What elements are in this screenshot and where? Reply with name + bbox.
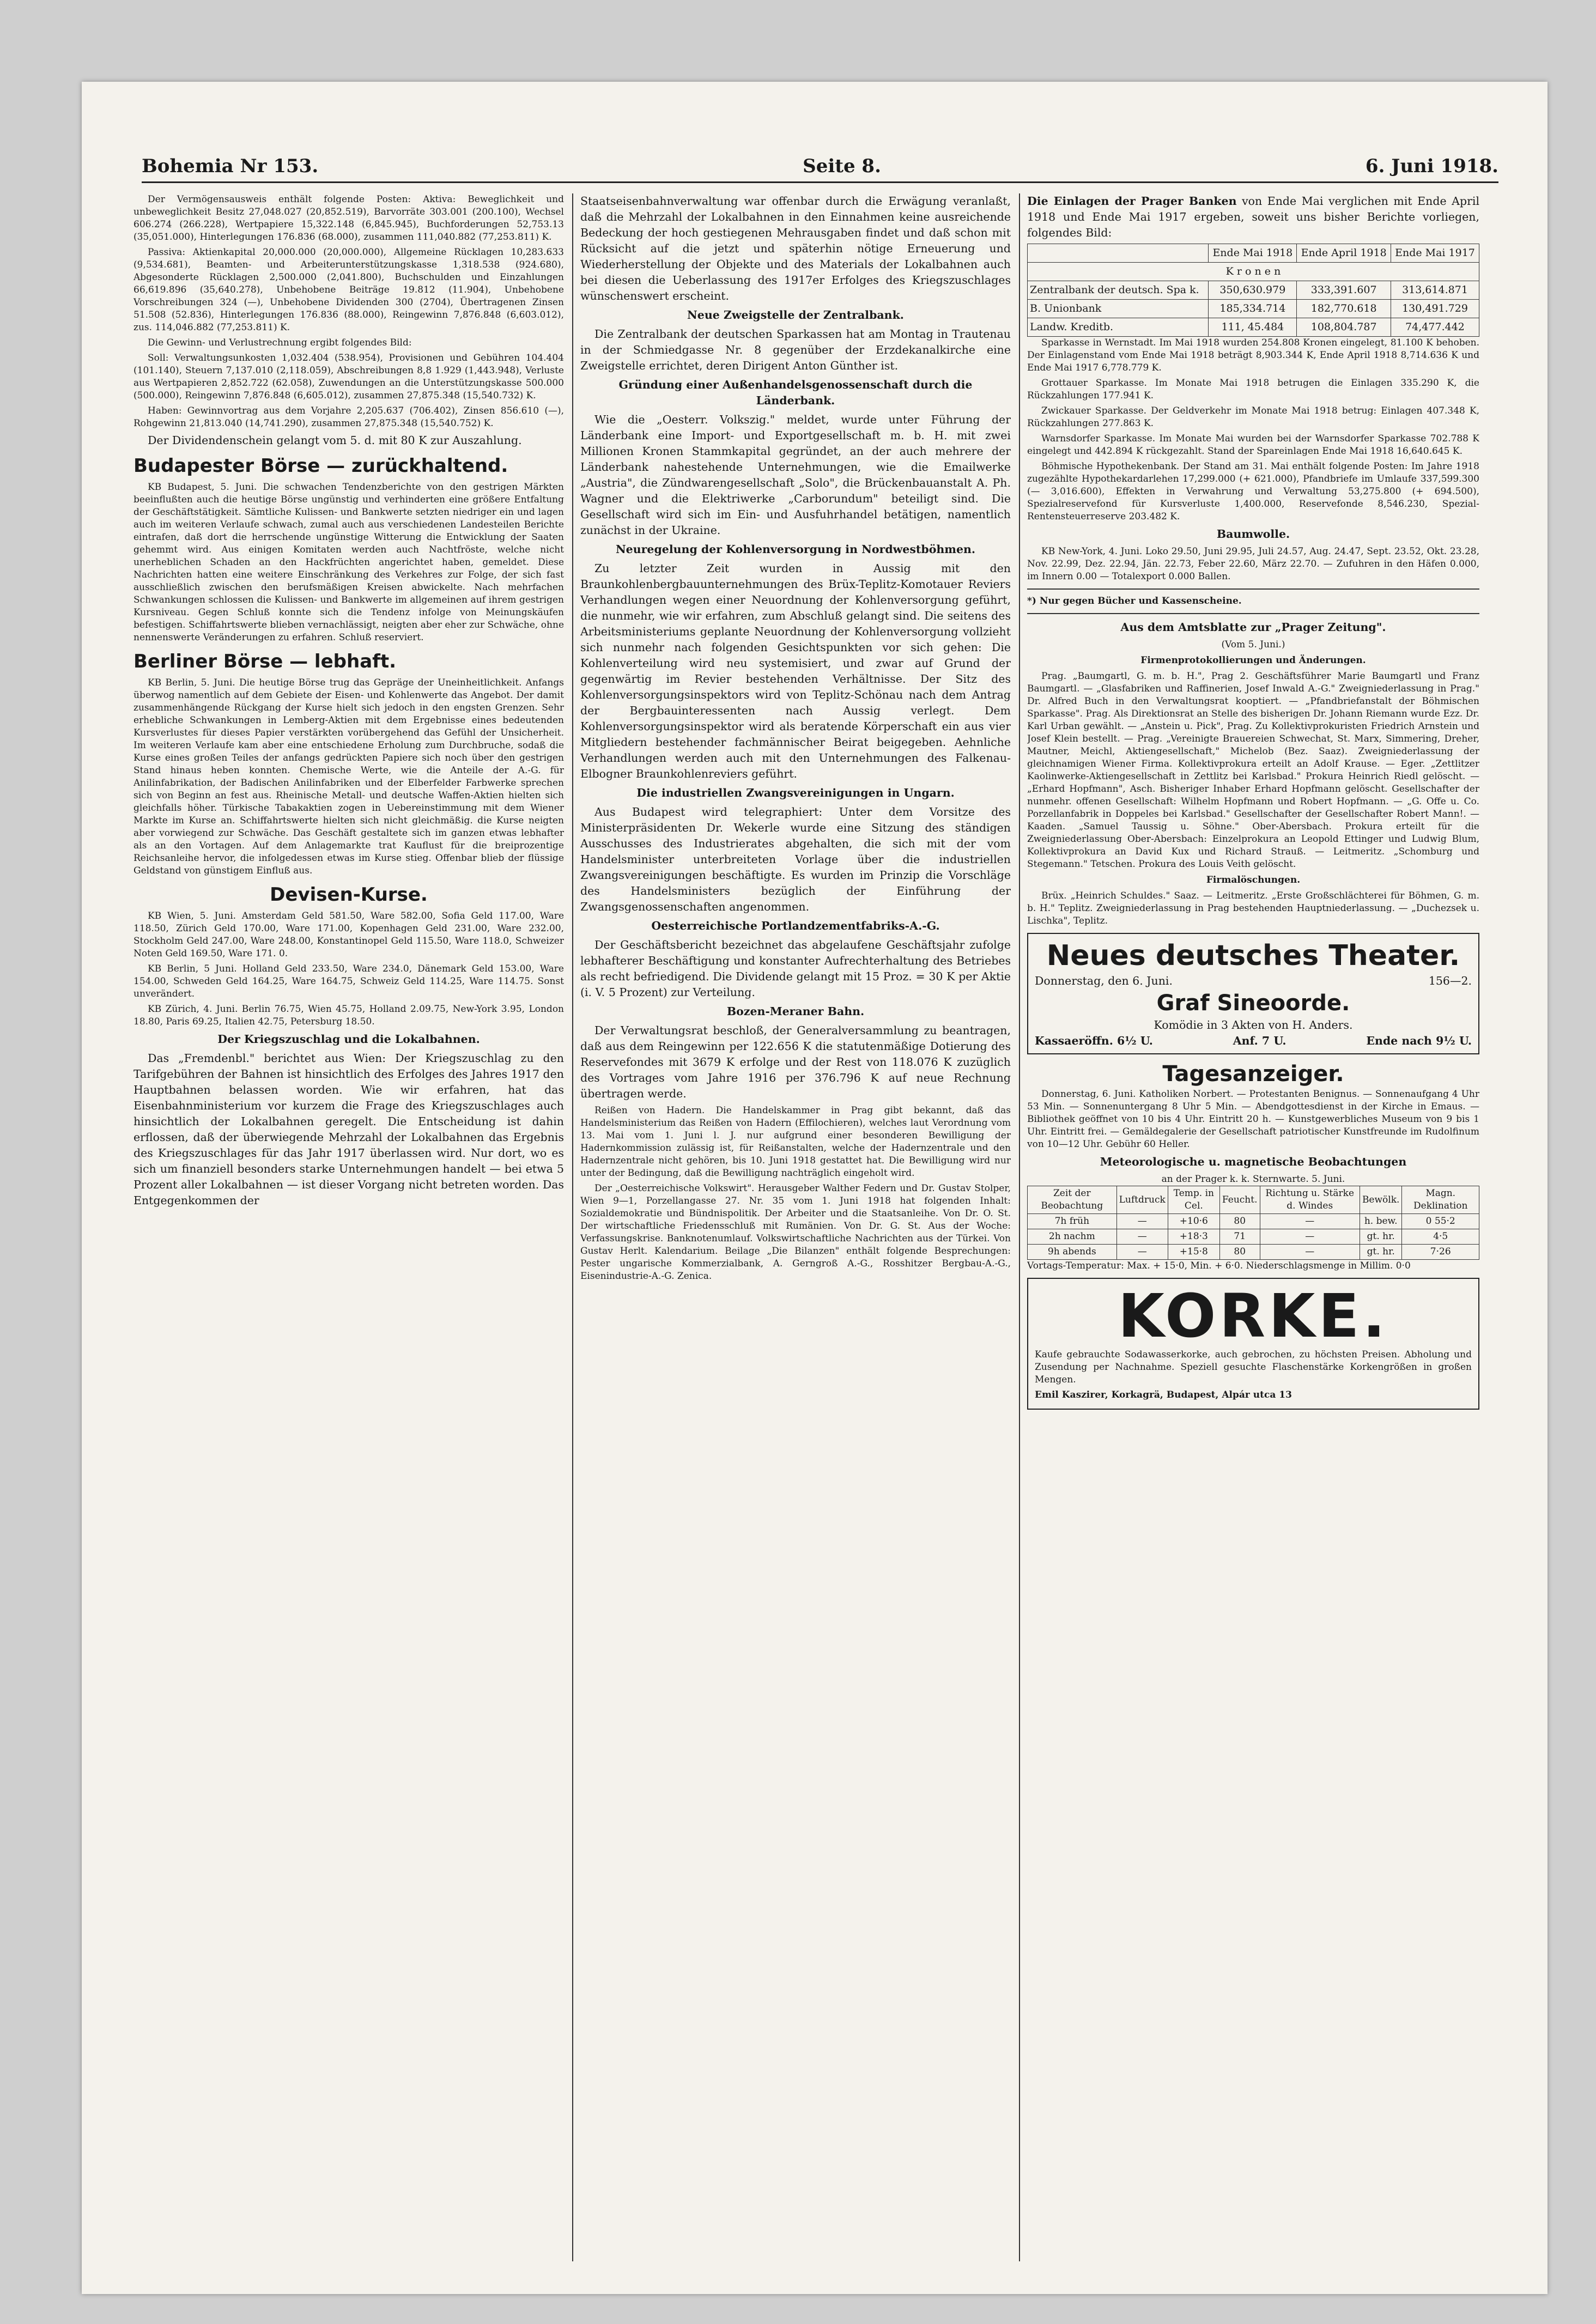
- table-cell: —: [1260, 1245, 1360, 1260]
- table-cell: gt. hr.: [1360, 1229, 1401, 1245]
- section-heading: Meteorologische u. magnetische Beobachtungen: [1100, 1155, 1407, 1168]
- table-cell: +10·6: [1168, 1214, 1219, 1229]
- column-rule: [1019, 193, 1020, 2261]
- ad-number: 156—2.: [1428, 974, 1472, 987]
- table-cell: 80: [1219, 1214, 1260, 1229]
- article-heading: Aus dem Amtsblatte zur „Prager Zeitung".: [1120, 621, 1386, 634]
- table-cell: 0 55·2: [1402, 1214, 1479, 1229]
- column-2: [580, 193, 1011, 2261]
- bank-deposits-table: [1027, 244, 1479, 337]
- article-text: Passiva: Aktienkapital 20,000.000 (20,000.000), Allgemeine Rücklagen 10,283.633 (9,534.681), Beamten- und Arbeiterunterstützungskasse 1,318.538 (924.680), Abgesonderte Rücklagen 2,500.000 (2,041.800), Buchschulden und Einzahlungen 66,619.896 (35,640.278), Unbehobene Beiträge 19.812 (11.904), Unbehobene Vorschreibungen 324 (—), Unbehobene Dividenden 300 (2704), Übertragenen Zinsen 51.508 (52.836), Hinterlegungen 176.836 (88.000), Reingewinn 7,876.848 (6,603.012), zus. 114,046.882 (77,253.811) K.: [133, 247, 564, 333]
- table-row: [1028, 318, 1479, 337]
- article-text: Der Dividendenschein gelangt vom 5. d. mit 80 K zur Auszahlung.: [148, 434, 522, 447]
- article-text: Der „Oesterreichische Volkswirt". Herausgeber Walther Federn und Dr. Gustav Stolper, Wien 9—1, Porzellangasse 27. Nr. 35 vom 1. Juni 1918 hat folgenden Inhalt: Sozialdemokratie und Bündnispolitik. Der Arbeiter und die Staatsanleihe. Von Dr. O. St. Der wirtschaftliche Friedensschluß mit Rumänien. Von Dr. G. St. Aus der Woche: Verfassungskrise. Banknotenumlauf. Volkswirtschaftliche Nachrichten aus der Türkei. Von Gustav Herlt. Kalendarium. Beilage „Die Bilanzen" enthält folgende Besprechungen: Pester ungarische Kommerzialbank, A. Gerngroß A.-G., Rosshitzer Bergbau-A.-G., Eisenindustrie-A.-G. Zenica.: [580, 1183, 1011, 1282]
- theater-advertisement: [1027, 933, 1479, 1054]
- article-heading: Budapester Börse — zurückhaltend.: [133, 455, 508, 477]
- article-heading: Firmenprotokollierungen und Änderungen.: [1140, 655, 1366, 666]
- table-cell: 130,491.729: [1391, 300, 1479, 318]
- table-header-cell: Zeit der Beobachtung: [1028, 1186, 1117, 1214]
- article-text: Donnerstag, 6. Juni. Katholiken Norbert. — Protestanten Benignus. — Sonnenaufgang 4 Uhr 53 Min. — Sonnenuntergang 8 Uhr 5 Min. — Abendgottesdienst in der Kirche in Emaus. — Bibliothek geöffnet von 10 bis 4 Uhr. Eintritt 20 h. — Kunstgewerbliches Museum von 9 bis 1 Uhr. Eintritt frei. — Gemäldegalerie der Gesellschaft patriotischer Kunstfreunde im Rudolfinum von 10—12 Uhr. Gebühr 60 Heller.: [1027, 1089, 1479, 1150]
- table-header-cell: Luftdruck: [1116, 1186, 1168, 1214]
- table-header-cell: Magn. Deklination: [1402, 1186, 1479, 1214]
- table-row: [1028, 1229, 1479, 1245]
- article-heading: Neue Zweigstelle der Zentralbank.: [687, 308, 904, 321]
- table-header-cell: Ende April 1918: [1297, 244, 1391, 263]
- article-text: Aus Budapest wird telegraphiert: Unter dem Vorsitze des Ministerpräsidenten Dr. Wekerle wurde eine Sitzung des ständigen Ausschusses des Industrierates abgehalten, die sich mit der vom Handelsminister unterbreiteten Vorlage über die industriellen Zwangsvereinigungen beschäftigte. Es wurden im Prinzip die Vorschläge des Handelsministers bezüglich der Einführung der Zwangsgenossenschaften angenommen.: [580, 805, 1011, 913]
- table-cell: 111, 45.484: [1209, 318, 1297, 337]
- header-paper-name: Bohemia Nr 153.: [142, 155, 319, 177]
- table-cell: 182,770.618: [1297, 300, 1391, 318]
- weather-footnote: Vortags-Temperatur: Max. + 15·0, Min. + 6·0. Niederschlagsmenge in Millim. 0·0: [1027, 1260, 1411, 1271]
- table-cell: 7h früh: [1028, 1214, 1117, 1229]
- article-heading: Devisen-Kurse.: [270, 884, 428, 906]
- article-text: Reißen von Hadern. Die Handelskammer in Prag gibt bekannt, daß das Handelsministerium das Reißen von Hadern (Effilochieren), welches laut Verordnung vom 13. Mai vom 1. Juni l. J. nur aufgrund einer besonderen Bewilligung der Hadernkommission zulässig ist, für Reißanstalten, welche der Hadernzentrale und den Hadernzentrale nicht gehören, bis 10. Juni 1918 gestattet hat. Die Bewilligung wird nur unter der Bedingung, daß die Bewilligung nachträglich eingeholt wird.: [580, 1105, 1011, 1179]
- ad-play-subtitle: Komödie in 3 Akten von H. Anders.: [1154, 1018, 1353, 1031]
- divider: [1027, 613, 1479, 614]
- header-page-number: Seite 8.: [803, 155, 881, 177]
- table-cell: h. bew.: [1360, 1214, 1401, 1229]
- article-text: Zwickauer Sparkasse. Der Geldverkehr im Monate Mai 1918 betrug: Einlagen 407.348 K, Rückzahlungen 277.863 K.: [1027, 405, 1479, 429]
- table-cell: 74,477.442: [1391, 318, 1479, 337]
- table-cell: B. Unionbank: [1028, 300, 1209, 318]
- article-text: Die Gewinn- und Verlustrechnung ergibt folgendes Bild:: [148, 337, 412, 348]
- table-cell: —: [1116, 1245, 1168, 1260]
- article-text: Prag. „Baumgartl, G. m. b. H.", Prag 2. Geschäftsführer Marie Baumgartl und Franz Baumgartl. — „Glasfabriken und Raffinerien, Josef Inwald A.-G." Zweigniederlassung in Prag." Dr. Alfred Buch in den Verwaltungsrat kooptiert. — „Pfandbriefanstalt der Böhmischen Sparkasse". Prag. Als Direktionsrat an Stelle des bisherigen Dr. Johann Riemann wurde Ezz. Dr. Karl Urban gewählt. — „Anstein u. Pick", Prag. Zu Kollektivprokuristen Friedrich Arnstein und Josef Klein bestellt. — Prag. „Vereinigte Brauereien Schwechat, St. Marx, Simmering, Dreher, Mautner, Meichl, Aktiengesellschaft," Michelob (Bez. Saaz). Zweigniederlassung der gleichnamigen Wiener Firma. Kollektivprokura erteilt an Adolf Krause. — Eger. „Zettlitzer Kaolinwerke-Aktiengesellschaft in Zettlitz bei Karlsbad." Prokura Heinrich Riedl gelöscht. — „Erhard Hopfmann", Asch. Bisheriger Inhaber Erhard Hopfmann gelöscht. Gesellschafter der nunmehr. offenen Gesellschaft: Wilhelm Hopfmann und Robert Hopfmann. — „G. Offe u. Co. Porzellanfabrik in Doppeles bei Karlsbad." Gesellschafter der Gesellschafter Robert Mann!. — Kaaden. „Samuel Taussig u. Söhne." Ober-Abersbach. Prokura erteilt für die Zweigniederlassung Ober-Abersbach: Einzelprokura an Leopold Ettinger und Ludwig Blum, Kollektivprokura an David Kux und Richard Strauß. — Leitmeritz. „Schomburg und Stegemann." Tetschen. Prokura des Louis Veith gelöscht.: [1027, 671, 1479, 870]
- table-cell: —: [1260, 1229, 1360, 1245]
- article-text: KB Berlin, 5 Juni. Holland Geld 233.50, Ware 234.0, Dänemark Geld 153.00, Ware 154.00, Schweden Geld 164.25, Ware 164.75, Schweiz Geld 114.25, Ware 114.75. Sonst unverändert.: [133, 963, 564, 999]
- table-header-cell: Ende Mai 1918: [1209, 244, 1297, 263]
- table-row: [1028, 1214, 1479, 1229]
- article-heading: Neuregelung der Kohlenversorgung in Nordwestböhmen.: [615, 543, 976, 556]
- running-header: [142, 155, 1498, 183]
- table-header-cell: Temp. in Cel.: [1168, 1186, 1219, 1214]
- table-cell: +18·3: [1168, 1229, 1219, 1245]
- table-cell: —: [1116, 1214, 1168, 1229]
- korke-advertisement: [1027, 1278, 1479, 1410]
- table-header-cell: Richtung u. Stärke d. Windes: [1260, 1186, 1360, 1214]
- article-text: KB Berlin, 5. Juni. Die heutige Börse trug das Gepräge der Uneinheitlichkeit. Anfangs überwog namentlich auf dem Gebiete der Eisen- und Kohlenwerte das Angebot. Der damit zusammenhängende Rückgang der Kurse hielt sich jedoch in den engsten Grenzen. Sehr erhebliche Schwankungen in Lemberg-Aktien mit dem Ergebnisse eines bedeutenden Kursverlustes für dieses Papier verstärkten vorübergehend das Gefühl der Unsicherheit. Im weiteren Verlaufe kam aber eine entschiedene Erholung zum Durchbruche, sodaß die Kurse eines großen Teiles der anfangs gedrückten Papiere sich noch über den gestrigen Stand hinaus heben konnten. Chemische Werte, wie die Anteile der A.-G. für Anilinfabrikation, der Badischen Anilinfabriken und der Elberfelder Farbwerke sprechen sich von Beginn an fest aus. Rheinische Metall- und deutsche Waffen-Aktien hielten sich gleichfalls höher. Türkische Tabakaktien zogen in Uebereinstimmung mit dem Wiener Markte im Kurse an. Schiffahrtswerte hielten sich nicht gleichmäßig. die Kurse neigten aber vorwiegend zur Schwäche. Das Geschäft gestaltete sich im ganzen etwas lebhafter als an den Vortagen. Auf dem Anlagemarkte trat Kauflust für die breiprozentige Reichsanleihe hervor, die infolgedessen etwas im Kurse stieg. Offenbar blieb der flüssige Geldstand von günstigem Einfluß aus.: [133, 677, 564, 876]
- table-cell: —: [1260, 1214, 1360, 1229]
- table-cell: 80: [1219, 1245, 1260, 1260]
- ad-start: Anf. 7 U.: [1233, 1034, 1286, 1047]
- column-3: [1027, 193, 1479, 2261]
- section-subheading: an der Prager k. k. Sternwarte. 5. Juni.: [1161, 1174, 1345, 1185]
- table-header-cell: Feucht.: [1219, 1186, 1260, 1214]
- ad-title: Neues deutsches Theater.: [1046, 939, 1460, 972]
- column-1: [133, 193, 564, 2261]
- table-cell: 108,804.787: [1297, 318, 1391, 337]
- article-text: Der Geschäftsbericht bezeichnet das abgelaufene Geschäftsjahr zufolge lebhafterer Beschäftigung und konstanter Aufrechterhaltung des Betriebes als recht befriedigend. Die Dividende gelangt mit 15 Proz. = 30 K per Aktie (i. V. 5 Prozent) zur Verteilung.: [580, 938, 1011, 999]
- article-text: Der Verwaltungsrat beschloß, der Generalversammlung zu beantragen, daß aus dem Reingewinn per 122.656 K die statutenmäßige Dotierung des Reservefondes mit 3679 K erfolge und der Rest von 118.076 K zuzüglich des Vortrages vom Jahre 1916 per 376.796 K auf neue Rechnung übertragen werde.: [580, 1024, 1011, 1100]
- column-rule: [572, 193, 573, 2261]
- table-cell: 7·26: [1402, 1245, 1479, 1260]
- table-header-cell: Bewölk.: [1360, 1186, 1401, 1214]
- article-text: Staatseisenbahnverwaltung war offenbar durch die Erwägung veranlaßt, daß die Mehrzahl der Lokalbahnen in den Einnahmen keine ausreichende Bedeckung der hoch gestiegenen Mehrausgaben findet und daß schon mit Rücksicht auf die jetzt und späterhin nötige Erneuerung und Wiederherstellung der Objekte und des Materials der Lokalbahnen auch bei diesen die Ueberlassung des 1917er Erfolges des Kriegszuschlages wünschenswert erscheint.: [580, 195, 1011, 302]
- table-cell: 333,391.607: [1297, 281, 1391, 300]
- article-text: Wie die „Oesterr. Volkszig." meldet, wurde unter Führung der Länderbank eine Import- und Exportgesellschaft m. b. H. mit zwei Millionen Kronen Stammkapital gegründet, an der auch mehrere der Länderbank nahestehende Unternehmungen, wie die Emailwerke „Austria", die Zündwarengesellschaft „Solo", die Brückenbauanstalt A. Ph. Wagner und die Elektriwerke „Carborundum" beteiligt sind. Die Gesellschaft wird sich im Ein- und Ausfuhrhandel betätigen, namentlich zunächst in der Ukraine.: [580, 413, 1011, 537]
- ad-contact: Emil Kaszirer, Korkagrä, Budapest, Alpár utca 13: [1035, 1389, 1292, 1400]
- article-text: KB Wien, 5. Juni. Amsterdam Geld 581.50, Ware 582.00, Sofia Geld 117.00, Ware 118.50, Zürich Geld 170.00, Ware 171.00, Kopenhagen Geld 231.00, Ware 232.00, Stockholm Geld 247.00, Ware 248.00, Konstantinopel Geld 115.50, Ware 118.0, Schweizer Noten Geld 169.50, Ware 171. 0.: [133, 911, 564, 959]
- article-text: Haben: Gewinnvortrag aus dem Vorjahre 2,205.637 (706.402), Zinsen 856.610 (—), Rohgewinn 21,813.040 (14,741.290), zusammen 27,875.348 (15,540.752) K.: [133, 405, 564, 429]
- ad-end: Ende nach 9½ U.: [1366, 1034, 1472, 1047]
- table-cell: Zentralbank der deutsch. Spa k.: [1028, 281, 1209, 300]
- article-text: Sparkasse in Wernstadt. Im Mai 1918 wurden 254.808 Kronen eingelegt, 81.100 K behoben. Der Einlagenstand vom Ende Mai 1918 beträgt 8,903.344 K, Ende April 1918 8,714.636 K und Ende Mai 1917 6,778.779 K.: [1027, 337, 1479, 373]
- table-header-cell: Ende Mai 1917: [1391, 244, 1479, 263]
- table-cell: 4·5: [1402, 1229, 1479, 1245]
- ad-date: Donnerstag, den 6. Juni.: [1035, 974, 1173, 987]
- article-text: Zu letzter Zeit wurden in Aussig mit den Braunkohlenbergbauunternehmungen des Brüx-Teplitz-Komotauer Reviers Verhandlungen wegen einer Neuordnung der Kohlenversorgung geführt, die nunmehr, wie wir erfahren, zum Abschluß gelangt sind. Die seitens des Arbeitsministeriums geplante Neuordnung der Kohlenversorgung vollzieht sich nunmehr nach folgenden Gesichtspunkten vor sich gehen: Die Kohlenverteilung wird neu systemisiert, und zwar auf Grund der gegenwärtig im Revier bestehenden Verhältnisse. Der Sitz des Kohlenversorgungsinspektors wird von Teplitz-Schönau nach dem Antrag der Bergbauinteressenten nach Aussig verlegt. Dem Kohlenversorgungsinspektor wird als beratende Körperschaft ein aus vier Mitgliedern bestehender fachmännischer Beirat beigegeben. Aehnliche Verhandlungen werden auch mit den Unternehmungen des Falkenau-Elbogner Braunkohlenreviers geführt.: [580, 562, 1011, 780]
- table-cell: 9h abends: [1028, 1245, 1117, 1260]
- newspaper-page: [82, 82, 1548, 2294]
- table-unit-row: K r o n e n: [1028, 263, 1479, 281]
- table-cell: 71: [1219, 1229, 1260, 1245]
- table-cell: gt. hr.: [1360, 1245, 1401, 1260]
- article-subheading: (Vom 5. Juni.): [1221, 639, 1285, 650]
- article-text: Das „Fremdenbl." berichtet aus Wien: Der Kriegszuschlag zu den Tarifgebühren der Bahnen ist hinsichtlich des Erfolges des Jahres 1917 den Hauptbahnen belassen worden. Wie wir erfahren, hat das Eisenbahnministerium vor kurzem die Frage des Kriegszuschlages auch hinsichtlich der Lokalbahnen geregelt. Die Entscheidung ist dahin erflossen, daß der überwiegende Mehrzahl der Lokalbahnen das Ergebnis des Kriegszuschlages für das Jahr 1917 überlassen wird. Nur dort, wo es sich um finanziell besonders starke Unternehmungen handelt — bei etwa 5 Prozent aller Lokalbahnen — ist dieser Vorgang nicht betreten worden. Das Entgegenkommen der: [133, 1052, 564, 1207]
- article-heading: Gründung einer Außenhandelsgenossenschaft durch die Länderbank.: [618, 378, 973, 407]
- table-cell: 313,614.871: [1391, 281, 1479, 300]
- article-heading: Berliner Börse — lebhaft.: [133, 651, 397, 672]
- table-cell: 185,334.714: [1209, 300, 1297, 318]
- table-cell: Landw. Kreditb.: [1028, 318, 1209, 337]
- article-text: KB Zürich, 4. Juni. Berlin 76.75, Wien 45.75, Holland 2.09.75, New-York 3.95, London 18.80, Paris 69.25, Italien 42.75, Petersburg 18.50.: [133, 1004, 564, 1027]
- table-row: [1028, 300, 1479, 318]
- article-heading: Die industriellen Zwangsvereinigungen in Ungarn.: [636, 786, 955, 799]
- article-text: Soll: Verwaltungsunkosten 1,032.404 (538.954), Provisionen und Gebühren 104.404 (101.140), Steuern 7,137.010 (2,118.059), Abschreibungen 8,8 1.929 (1,443.948), Verluste aus Wertpapieren 2,852.722 (62.058), Zuwendungen an die Unterstützungskasse 500.000 (500.000), Reingewinn 7,876.848 (6,605.012), zusammen 27,875.348 (15,540.732) K.: [133, 353, 564, 401]
- weather-table: [1027, 1186, 1479, 1260]
- article-text: KB New-York, 4. Juni. Loko 29.50, Juni 29.95, Juli 24.57, Aug. 24.47, Sept. 23.52, Okt. 23.28, Nov. 22.99, Dez. 22.94, Jän. 22.73, Feber 22.60, März 22.70. — Zufuhren in den Häfen 0.000, im Innern 0.00 — Totalexport 0.000 Ballen.: [1027, 546, 1479, 582]
- table-cell: 2h nachm: [1028, 1229, 1117, 1245]
- header-date: 6. Juni 1918.: [1365, 155, 1498, 177]
- article-text: KB Budapest, 5. Juni. Die schwachen Tendenzberichte von den gestrigen Märkten beeinflußten auch die heutige Börse ungünstig und verhinderten eine größere Entfaltung der Geschäftstätigkeit. Sämtliche Kulissen- und Bankwerte setzten niedriger ein und lagen auch im weiteren Verlaufe schwach, zumal auch aus verschiedenen Landesteilen Berichte eintrafen, daß dort die herrschende ungünstige Witterung die Entwicklung der Saaten gehemmt wird. Aus einigen Komitaten werden auch Nachtfröste, welche nicht unerheblichen Schaden an den Hackfrüchten angerichtet haben, gemeldet. Diese Nachrichten hatten eine weitere Einschränkung des Verkehres zur Folge, der sich fast ausschließlich zwischen den berufsmäßigen Kreisen abwickelte. Nach mehrfachen Schwankungen schlossen die Kulissen- und Bankwerte im allgemeinen auf ihrem gestrigen Kursniveau. Gegen Schluß konnte sich die Tendenz infolge von Meinungskäufen befestigen. Schiffahrtswerte blieben vernachlässigt, neigten aber eher zur Schwäche, ohne nennenswerte Veränderungen zu erfahren. Schluß reserviert.: [133, 482, 564, 643]
- article-heading: Die Einlagen der Prager Banken: [1027, 195, 1237, 208]
- table-cell: —: [1116, 1229, 1168, 1245]
- ad-text: Kaufe gebrauchte Sodawasserkorke, auch gebrochen, zu höchsten Preisen. Abholung und Zusendung per Nachnahme. Speziell gesuchte Flaschenstärke Korkengrößen in großen Mengen.: [1035, 1349, 1472, 1385]
- table-row: [1028, 1245, 1479, 1260]
- article-heading: Der Kriegszuschlag und die Lokalbahnen.: [217, 1033, 480, 1046]
- article-text: Der Vermögensausweis enthält folgende Posten: Aktiva: Beweglichkeit und unbeweglichkeit Besitz 27,048.027 (20,852.519), Barvorräte 303.001 (200.100), Wechsel 606.274 (266.228), Wertpapiere 15,322.148 (6,845.945), Buchforderungen 52,753.13 (35,051.000), Hinterlegungen 176.836 (68.000), zusammen 111,040.882 (77,253.811) K.: [133, 194, 564, 242]
- article-heading: Oesterreichische Portlandzementfabriks-A.-G.: [651, 919, 940, 932]
- article-text: Grottauer Sparkasse. Im Monate Mai 1918 betrugen die Einlagen 335.290 K, die Rückzahlungen 177.941 K.: [1027, 378, 1479, 401]
- table-header-cell: [1028, 244, 1209, 263]
- article-heading: Bozen-Meraner Bahn.: [726, 1005, 865, 1018]
- article-text: Die Zentralbank der deutschen Sparkassen hat am Montag in Trautenau in der Schmiedgasse Nr. 8 gegenüber der Erzdekanalkirche eine Zweigstelle errichtet, deren Dirigent Anton Günther ist.: [580, 327, 1011, 372]
- footnote: *) Nur gegen Bücher und Kassenscheine.: [1027, 596, 1242, 606]
- ad-doors: Kassaeröffn. 6½ U.: [1035, 1034, 1153, 1047]
- article-text: Brüx. „Heinrich Schuldes." Saaz. — Leitmeritz. „Erste Großschlächterei für Böhmen, G. m. b. H." Teplitz. Zweigniederlassung in Prag bestehenden Hauptniederlassung. — „Duchezsek u. Lischka", Teplitz.: [1027, 890, 1479, 926]
- article-text: von Ende Mai verglichen mit Ende April 1918 und Ende Mai 1917 ergeben, soweit uns bisher Berichte vorliegen, folgendes Bild:: [1027, 195, 1479, 239]
- divider: [1027, 588, 1479, 590]
- article-text: Böhmische Hypothekenbank. Der Stand am 31. Mai enthält folgende Posten: Im Jahre 1918 zugezählte Hypothekardarlehen 17,299.000 (+ 621.000), Pfandbriefe im Umlaufe 337,599.300 (— 3,016.600), Effekten in Verwahrung und Verwaltung 53,275.800 (+ 694.500), Spezialreservefond für Kursverluste 1,400.000, Reservefonde 8,546.230, Spezial-Rentensteuerreserve 203.482 K.: [1027, 461, 1479, 522]
- article-heading: Baumwolle.: [1216, 527, 1290, 541]
- ad-title: KORKE.: [1118, 1281, 1389, 1351]
- table-row: [1028, 281, 1479, 300]
- section-heading: Tagesanzeiger.: [1162, 1061, 1344, 1087]
- table-cell: 350,630.979: [1209, 281, 1297, 300]
- ad-play-title: Graf Sineoorde.: [1156, 991, 1350, 1016]
- table-cell: +15·8: [1168, 1245, 1219, 1260]
- article-text: Warnsdorfer Sparkasse. Im Monate Mai wurden bei der Warnsdorfer Sparkasse 702.788 K eingelegt und 442.894 K rückgezahlt. Stand der Spareinlagen Ende Mai 1918 16,640.645 K.: [1027, 433, 1479, 457]
- article-heading: Firmalöschungen.: [1206, 875, 1301, 885]
